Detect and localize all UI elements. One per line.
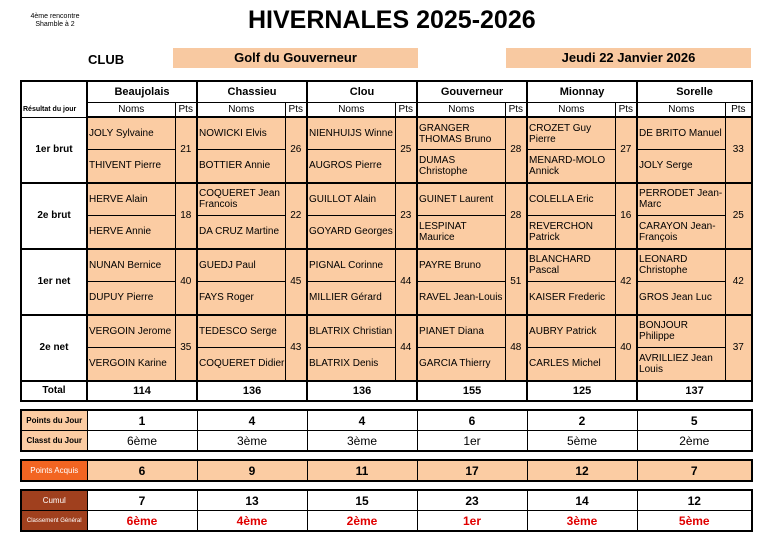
pair-points: 21 bbox=[175, 117, 197, 183]
meeting-note bbox=[20, 13, 90, 29]
cumul-label: Cumul bbox=[21, 490, 87, 511]
pts-header: Pts bbox=[615, 103, 637, 118]
pair-points: 40 bbox=[175, 249, 197, 315]
player-name: GRANGER THOMAS Bruno bbox=[417, 117, 505, 150]
points-du-jour-value: 6 bbox=[417, 410, 527, 431]
total-label: Total bbox=[21, 381, 87, 401]
points-du-jour-value: 1 bbox=[87, 410, 197, 431]
player-name: GOYARD Georges bbox=[307, 216, 395, 249]
classement-general-value: 5ème bbox=[637, 511, 752, 532]
daily-points-table bbox=[20, 409, 753, 452]
result-row-second bbox=[21, 348, 752, 381]
club-label: CLUB bbox=[88, 52, 125, 67]
player-name: NOWICKI Elvis bbox=[197, 117, 285, 150]
pair-points: 40 bbox=[615, 315, 637, 381]
classement-general-value: 2ème bbox=[307, 511, 417, 532]
player-name: REVERCHON Patrick bbox=[527, 216, 615, 249]
player-name: BONJOUR Philippe bbox=[637, 315, 725, 348]
points-acquis-label: Points Acquis bbox=[21, 460, 87, 481]
classt-du-jour-value: 5ème bbox=[527, 431, 637, 452]
club-name: Golf du Gouverneur bbox=[173, 48, 418, 68]
pair-points: 35 bbox=[175, 315, 197, 381]
player-name: BLATRIX Denis bbox=[307, 348, 395, 381]
classt-du-jour-value: 6ème bbox=[87, 431, 197, 452]
player-name: NIENHUIJS Winne bbox=[307, 117, 395, 150]
pts-header: Pts bbox=[725, 103, 752, 118]
pair-points: 22 bbox=[285, 183, 307, 249]
row-label: 2e brut bbox=[21, 183, 87, 249]
team-total: 136 bbox=[307, 381, 417, 401]
noms-header: Noms bbox=[637, 103, 725, 118]
pair-points: 33 bbox=[725, 117, 752, 183]
pair-points: 48 bbox=[505, 315, 527, 381]
points-acquis-value: 12 bbox=[527, 460, 637, 481]
player-name: COQUERET Didier bbox=[197, 348, 285, 381]
player-name: HERVE Annie bbox=[87, 216, 175, 249]
player-name: COLELLA Eric bbox=[527, 183, 615, 216]
results-table bbox=[20, 80, 753, 402]
pair-points: 37 bbox=[725, 315, 752, 381]
row-label: 2e net bbox=[21, 315, 87, 381]
player-name: GARCIA Thierry bbox=[417, 348, 505, 381]
page-title: HIVERNALES 2025-2026 bbox=[248, 6, 536, 34]
player-name: LESPINAT Maurice bbox=[417, 216, 505, 249]
result-row-second bbox=[21, 216, 752, 249]
player-name: JOLY Sylvaine bbox=[87, 117, 175, 150]
points-acquis-table bbox=[20, 459, 753, 482]
classement-general-row bbox=[21, 511, 752, 532]
pair-points: 23 bbox=[395, 183, 417, 249]
classement-general-value: 1er bbox=[417, 511, 527, 532]
player-name: PIGNAL Corinne bbox=[307, 249, 395, 282]
cumul-value: 13 bbox=[197, 490, 307, 511]
player-name: VERGOIN Jerome bbox=[87, 315, 175, 348]
classement-general-value: 3ème bbox=[527, 511, 637, 532]
points-du-jour-label: Points du Jour bbox=[21, 410, 87, 431]
pair-points: 51 bbox=[505, 249, 527, 315]
points-acquis-value: 7 bbox=[637, 460, 752, 481]
cumul-value: 7 bbox=[87, 490, 197, 511]
points-acquis-value: 11 bbox=[307, 460, 417, 481]
player-name: BLATRIX Christian bbox=[307, 315, 395, 348]
classt-du-jour-row bbox=[21, 431, 752, 452]
player-name: MILLIER Gérard bbox=[307, 282, 395, 315]
player-name: PIANET Diana bbox=[417, 315, 505, 348]
player-name: AUGROS Pierre bbox=[307, 150, 395, 183]
team-name: Chassieu bbox=[197, 81, 307, 103]
points-du-jour-value: 4 bbox=[197, 410, 307, 431]
pair-points: 26 bbox=[285, 117, 307, 183]
points-du-jour-row bbox=[21, 410, 752, 431]
column-subheader-row bbox=[21, 103, 752, 118]
pair-points: 25 bbox=[395, 117, 417, 183]
team-name: Clou bbox=[307, 81, 417, 103]
team-name: Gouverneur bbox=[417, 81, 527, 103]
classement-general-label: Classement Général bbox=[21, 511, 87, 532]
player-name: COQUERET Jean Francois bbox=[197, 183, 285, 216]
player-name: CROZET Guy Pierre bbox=[527, 117, 615, 150]
event-date: Jeudi 22 Janvier 2026 bbox=[506, 48, 751, 68]
player-name: TEDESCO Serge bbox=[197, 315, 285, 348]
player-name: LEONARD Christophe bbox=[637, 249, 725, 282]
team-total: 155 bbox=[417, 381, 527, 401]
team-total: 114 bbox=[87, 381, 197, 401]
noms-header: Noms bbox=[197, 103, 285, 118]
cumul-value: 15 bbox=[307, 490, 417, 511]
pair-points: 25 bbox=[725, 183, 752, 249]
player-name: CARLES Michel bbox=[527, 348, 615, 381]
pair-points: 27 bbox=[615, 117, 637, 183]
player-name: GUINET Laurent bbox=[417, 183, 505, 216]
result-row bbox=[21, 117, 752, 150]
team-header-row bbox=[21, 81, 752, 103]
row-label: 1er brut bbox=[21, 117, 87, 183]
player-name: HERVE Alain bbox=[87, 183, 175, 216]
player-name: BOTTIER Annie bbox=[197, 150, 285, 183]
player-name: GUILLOT Alain bbox=[307, 183, 395, 216]
player-name: DUPUY Pierre bbox=[87, 282, 175, 315]
points-acquis-value: 9 bbox=[197, 460, 307, 481]
cumul-value: 12 bbox=[637, 490, 752, 511]
player-name: BLANCHARD Pascal bbox=[527, 249, 615, 282]
player-name: GROS Jean Luc bbox=[637, 282, 725, 315]
pair-points: 45 bbox=[285, 249, 307, 315]
points-acquis-value: 6 bbox=[87, 460, 197, 481]
classt-du-jour-value: 3ème bbox=[307, 431, 417, 452]
team-name: Mionnay bbox=[527, 81, 637, 103]
cumul-value: 14 bbox=[527, 490, 637, 511]
result-row bbox=[21, 249, 752, 282]
pts-header: Pts bbox=[285, 103, 307, 118]
player-name: GUEDJ Paul bbox=[197, 249, 285, 282]
pair-points: 43 bbox=[285, 315, 307, 381]
team-name: Sorelle bbox=[637, 81, 752, 103]
pair-points: 28 bbox=[505, 183, 527, 249]
team-name: Beaujolais bbox=[87, 81, 197, 103]
player-name: PAYRE Bruno bbox=[417, 249, 505, 282]
player-name: AUBRY Patrick bbox=[527, 315, 615, 348]
noms-header: Noms bbox=[527, 103, 615, 118]
classement-general-value: 6ème bbox=[87, 511, 197, 532]
player-name: DE BRITO Manuel bbox=[637, 117, 725, 150]
noms-header: Noms bbox=[87, 103, 175, 118]
corner-label: Résultat du jour bbox=[21, 81, 87, 117]
total-row bbox=[21, 381, 752, 401]
pair-points: 28 bbox=[505, 117, 527, 183]
player-name: VERGOIN Karine bbox=[87, 348, 175, 381]
player-name: AVRILLIEZ Jean Louis bbox=[637, 348, 725, 381]
classt-du-jour-label: Classt du Jour bbox=[21, 431, 87, 452]
pair-points: 44 bbox=[395, 249, 417, 315]
pts-header: Pts bbox=[175, 103, 197, 118]
result-row-second bbox=[21, 150, 752, 183]
player-name: RAVEL Jean-Louis bbox=[417, 282, 505, 315]
points-acquis-row bbox=[21, 460, 752, 481]
player-name: THIVENT Pierre bbox=[87, 150, 175, 183]
player-name: JOLY Serge bbox=[637, 150, 725, 183]
points-du-jour-value: 4 bbox=[307, 410, 417, 431]
classt-du-jour-value: 3ème bbox=[197, 431, 307, 452]
classt-du-jour-value: 1er bbox=[417, 431, 527, 452]
player-name: KAISER Frederic bbox=[527, 282, 615, 315]
pair-points: 42 bbox=[725, 249, 752, 315]
points-acquis-value: 17 bbox=[417, 460, 527, 481]
classt-du-jour-value: 2ème bbox=[637, 431, 752, 452]
pair-points: 16 bbox=[615, 183, 637, 249]
team-total: 136 bbox=[197, 381, 307, 401]
pair-points: 42 bbox=[615, 249, 637, 315]
noms-header: Noms bbox=[417, 103, 505, 118]
player-name: NUNAN Bernice bbox=[87, 249, 175, 282]
pts-header: Pts bbox=[505, 103, 527, 118]
meeting-format: Shamble à 2 bbox=[35, 21, 75, 28]
classement-general-value: 4ème bbox=[197, 511, 307, 532]
player-name: FAYS Roger bbox=[197, 282, 285, 315]
team-total: 137 bbox=[637, 381, 752, 401]
cumul-value: 23 bbox=[417, 490, 527, 511]
player-name: CARAYON Jean-François bbox=[637, 216, 725, 249]
team-total: 125 bbox=[527, 381, 637, 401]
player-name: PERRODET Jean-Marc bbox=[637, 183, 725, 216]
player-name: DUMAS Christophe bbox=[417, 150, 505, 183]
meeting-number: 4ème rencontre bbox=[30, 13, 80, 20]
result-row bbox=[21, 315, 752, 348]
pair-points: 18 bbox=[175, 183, 197, 249]
points-du-jour-value: 5 bbox=[637, 410, 752, 431]
row-label: 1er net bbox=[21, 249, 87, 315]
result-row bbox=[21, 183, 752, 216]
pair-points: 44 bbox=[395, 315, 417, 381]
points-du-jour-value: 2 bbox=[527, 410, 637, 431]
pts-header: Pts bbox=[395, 103, 417, 118]
cumul-row bbox=[21, 490, 752, 511]
player-name: DA CRUZ Martine bbox=[197, 216, 285, 249]
noms-header: Noms bbox=[307, 103, 395, 118]
result-row-second bbox=[21, 282, 752, 315]
cumul-table bbox=[20, 489, 753, 532]
player-name: MENARD-MOLO Annick bbox=[527, 150, 615, 183]
